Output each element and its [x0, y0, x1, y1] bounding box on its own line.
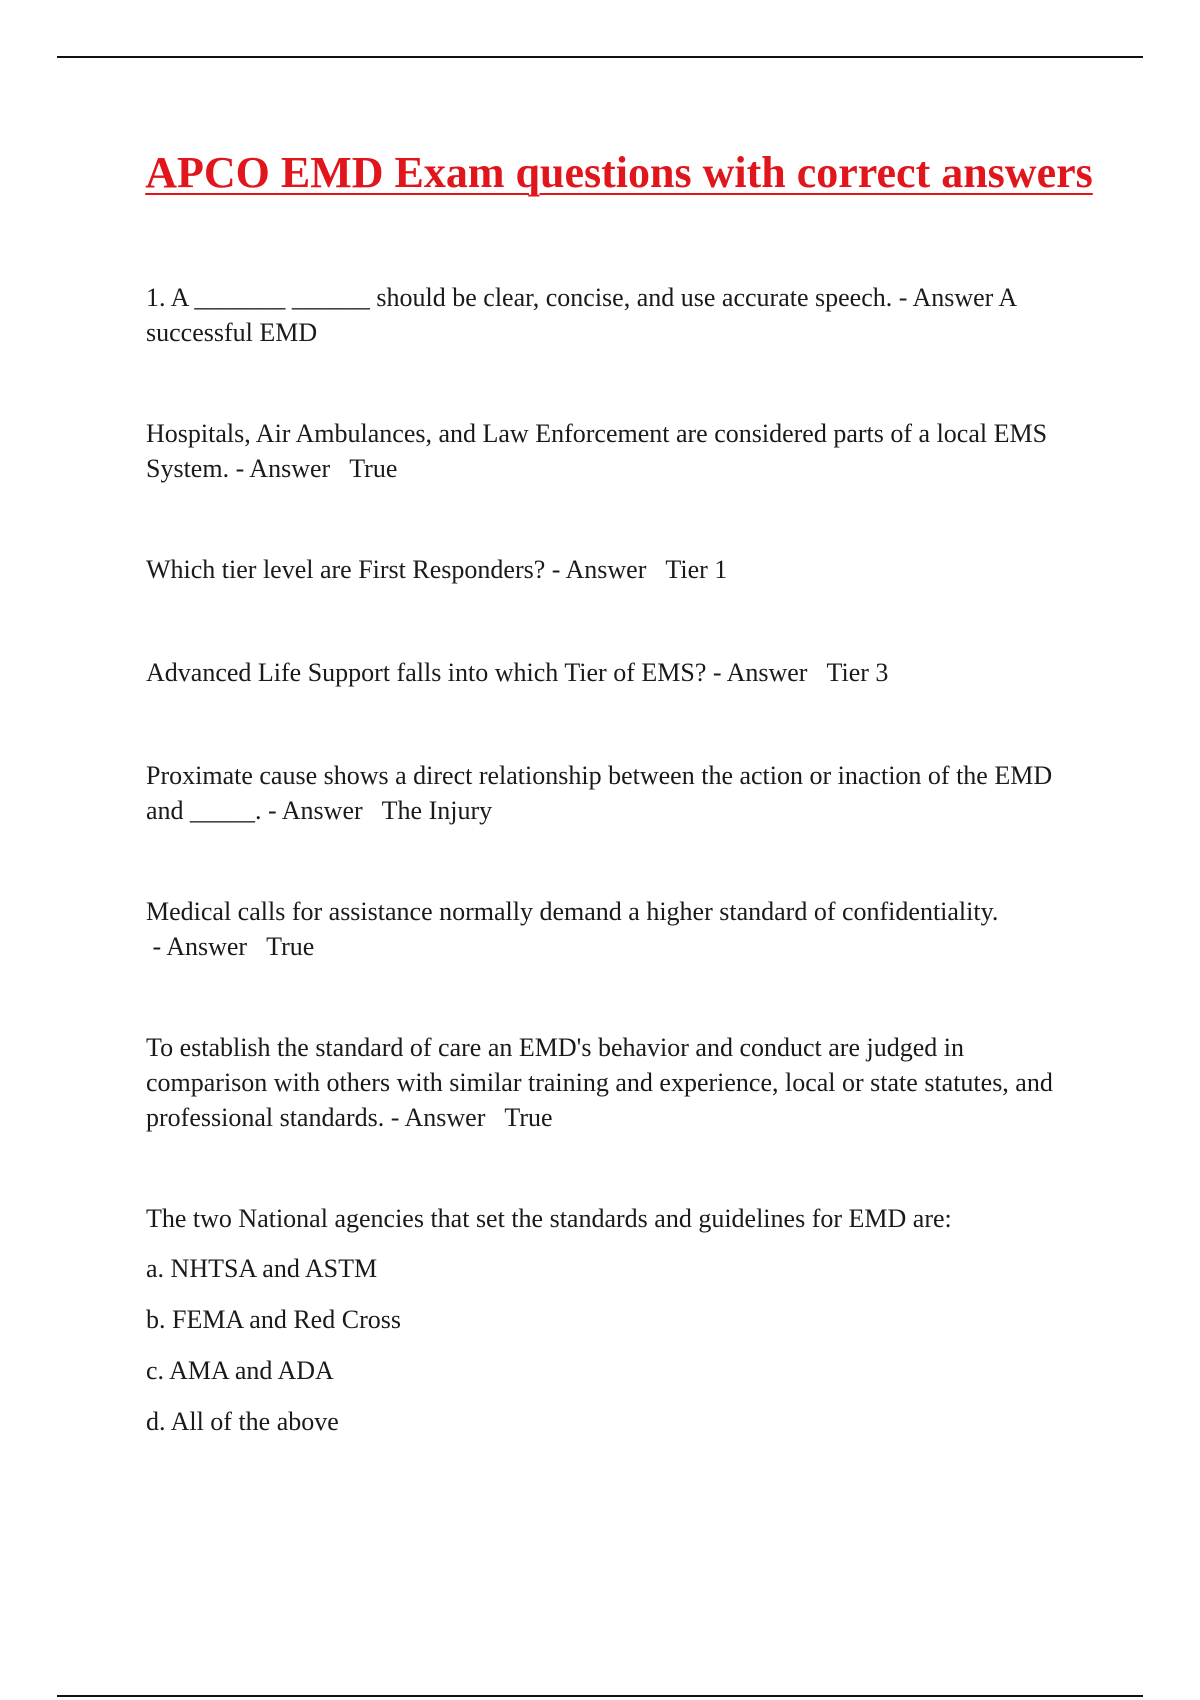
answer-separator: - Answer [545, 555, 666, 584]
answer-separator: - Answer [229, 454, 350, 483]
answer-separator: - Answer [146, 932, 267, 961]
qa-item [146, 894, 1086, 964]
question-text: The two National agencies that set the standards and guidelines for EMD are: [146, 1204, 952, 1233]
option-b: b. FEMA and Red Cross [146, 1305, 401, 1334]
question-text: Medical calls for assistance normally demand a higher standard of confidentiality. [146, 897, 999, 926]
question-text: Advanced Life Support falls into which Tier of EMS? [146, 658, 707, 687]
qa-item [146, 280, 1086, 350]
answer-text: True [504, 1103, 553, 1132]
question-text: 1. A _______ ______ should be clear, concise, and use accurate speech. [146, 283, 893, 312]
question-text: To establish the standard of care an EMD's behavior and conduct are judged in comparison with others with similar training and experience, local or state statutes, and professional standards. [146, 1033, 1053, 1132]
qa-item [146, 416, 1086, 486]
bottom-rule [57, 1695, 1143, 1697]
question-text: Hospitals, Air Ambulances, and Law Enforcement are considered parts of a local EMS System. [146, 419, 1048, 483]
question-text: Which tier level are First Responders? [146, 555, 546, 584]
document-title: APCO EMD Exam questions with correct answers [145, 148, 1093, 197]
answer-separator: - Answer [892, 283, 999, 312]
answer-text: True [266, 932, 315, 961]
answer-text: Tier 1 [665, 555, 728, 584]
answer-text: A successful EMD [146, 283, 1016, 347]
answer-separator: - Answer [706, 658, 827, 687]
option-d: d. All of the above [146, 1407, 339, 1436]
qa-item [146, 655, 1086, 690]
question-text: Proximate cause shows a direct relationship between the action or inaction of the EMD and _____. [146, 761, 1053, 825]
qa-item [146, 1201, 1086, 1236]
option-a: a. NHTSA and ASTM [146, 1254, 378, 1283]
qa-item [146, 552, 1086, 587]
answer-separator: - Answer [261, 796, 382, 825]
qa-item [146, 758, 1086, 828]
qa-item [146, 1030, 1086, 1135]
option-c: c. AMA and ADA [146, 1356, 334, 1385]
answer-options [146, 1251, 1086, 1439]
answer-text: True [349, 454, 398, 483]
answer-separator: - Answer [384, 1103, 505, 1132]
answer-text: Tier 3 [826, 658, 889, 687]
qa-list [146, 280, 1086, 1455]
top-rule [57, 56, 1143, 58]
answer-text: The Injury [381, 796, 493, 825]
